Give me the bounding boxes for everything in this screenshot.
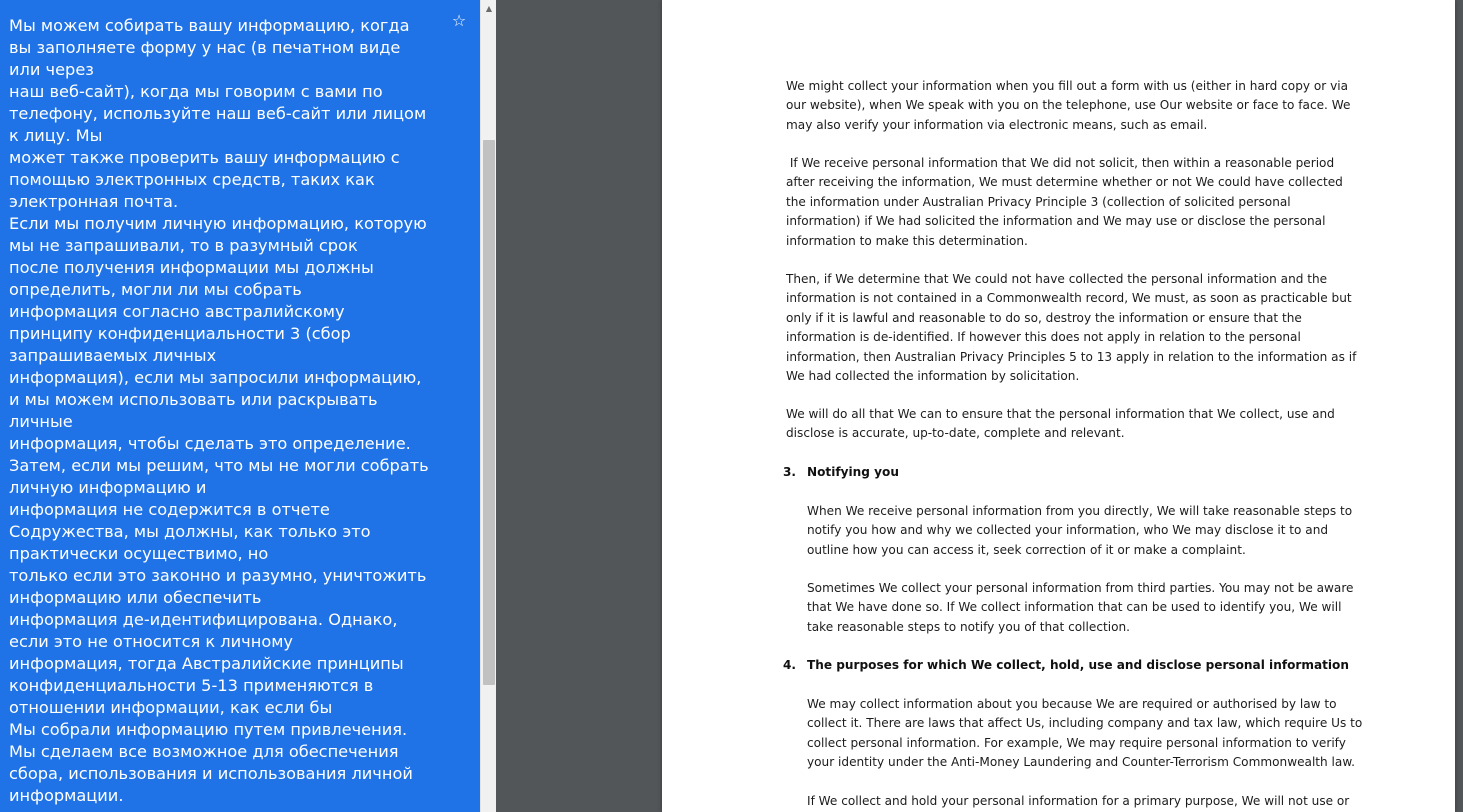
pdf-paragraph: If We receive personal information that We did not solicit, then within a reasonable period after receiving the information, We must determine whether or not We could have collected the information under Australian Privacy Principle 3 (collection of solicited personal information) if We had solicited the information and We may use or disclose the personal information to make this determination.: [786, 156, 1343, 248]
pdf-paragraph: We may collect information about you because We are required or authorised by law to collect it. There are laws that affect Us, including company and tax law, which require Us to collect personal information. For example, We may require personal information to verify your identity under the Anti-Money Laundering and Counter-Terrorism Commonwealth law.: [807, 697, 1363, 770]
pdf-paragraph: We might collect your information when you fill out a form with us (either in hard copy or via our website), when We speak with you on the telephone, use Our website or face to face. We may also verify your information via electronic means, such as email.: [786, 79, 1351, 132]
pdf-page: [662, 0, 1455, 812]
pdf-paragraph: If We collect and hold your personal information for a primary purpose, We will not use or: [807, 794, 1350, 808]
translation-panel: [0, 0, 480, 812]
section-title: The purposes for which We collect, hold, use and disclose personal information: [807, 658, 1349, 672]
pdf-paragraph: When We receive personal information from you directly, We will take reasonable steps to notify you how and why we collected your information, who We may disclose it to and outline how you can access it, seek correction of it or make a complaint.: [807, 504, 1353, 557]
panel-scrollbar[interactable]: [480, 0, 496, 812]
section-title: Notifying you: [807, 465, 899, 479]
pdf-paragraph: Sometimes We collect your personal information from third parties. You may not be aware that We have done so. If We collect information that can be used to identify you, We will take reasonable steps to notify you of that collection.: [807, 581, 1354, 634]
star-icon[interactable]: ☆: [451, 11, 467, 30]
pdf-paragraph: We will do all that We can to ensure that the personal information that We collect, use and disclose is accurate, up-to-date, complete and relevant.: [786, 407, 1335, 441]
scrollbar-thumb[interactable]: [483, 140, 495, 685]
section-number: 4.: [783, 658, 797, 672]
section-number: 3.: [783, 465, 797, 479]
scroll-up-arrow-icon[interactable]: ▲: [485, 4, 493, 13]
translated-text: Мы можем собирать вашу информацию, когда вы заполняете форму у нас (в печатном виде или через наш веб-сайт), когда мы говорим с вами по телефону, используйте наш веб-сайт или лицом к лицу. Мы может также проверить вашу информацию с помощью электронных средств, таких как электронная почта. Если мы получим личную информацию, которую мы не запрашивали, то в разумный срок после получения информации мы должны определить, могли ли мы собрать информация согласно австралийскому принципу конфиденциальности 3 (сбор запрашиваемых личных информация), если мы запросили информацию, и мы можем использовать или раскрывать личные информация, чтобы сделать это определение. Затем, если мы решим, что мы не могли собрать личную информацию и информация не содержится в отчете Содружества, мы должны, как только это практически осуществимо, но только если это законно и разумно, уничтожить информацию или обеспечить информация де-идентифицирована. Однако, если это не относится к личному информация, тогда Австралийские принципы конфиденциальности 5-13 применяются в отношении информации, как если бы Мы собрали информацию путем привлечения. Мы сделаем все возможное для обеспечения сбора, использования и использования личной информации.: [9, 16, 429, 805]
pdf-paragraph: Then, if We determine that We could not have collected the personal information and the information is not contained in a Commonwealth record, We must, as soon as practicable but only if it is lawful and reasonable to do so, destroy the information or ensure that the information is de-identified. If however this does not apply in relation to the personal information, then Australian Privacy Principles 5 to 13 apply in relation to the information as if We had collected the information by solicitation.: [786, 272, 1357, 384]
